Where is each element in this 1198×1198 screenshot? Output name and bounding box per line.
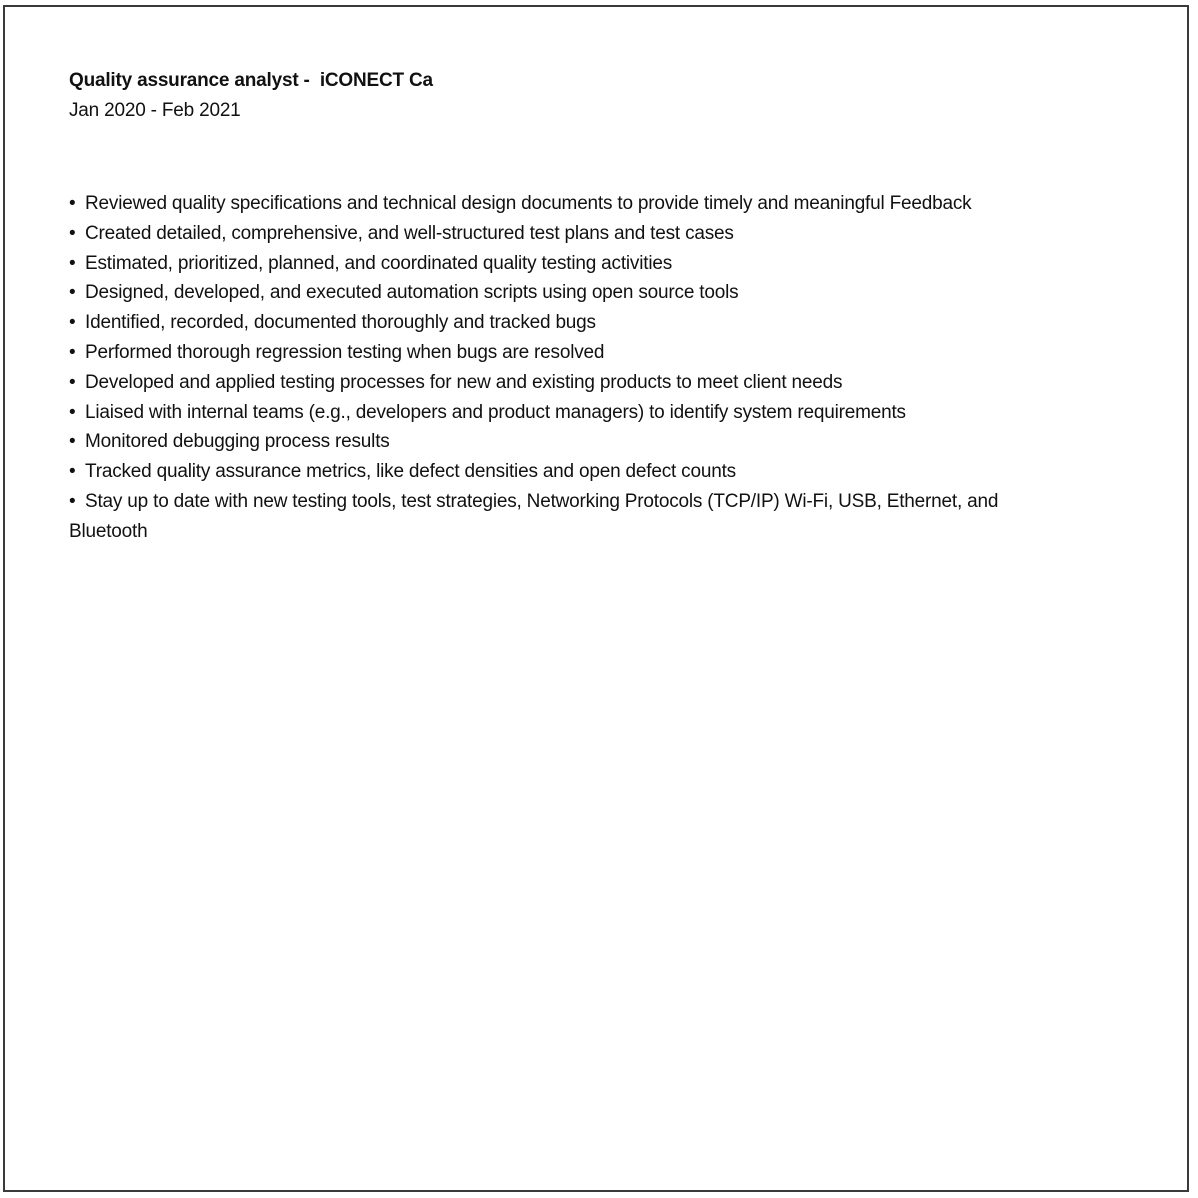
list-item-text: Developed and applied testing processes for new and existing products to meet client needs [85, 371, 843, 393]
bullet-icon: • [69, 431, 76, 453]
list-item-text: Tracked quality assurance metrics, like defect densities and open defect counts [85, 461, 736, 483]
list-item [69, 457, 1079, 487]
bullet-icon: • [69, 222, 76, 244]
list-item-text: Performed thorough regression testing when bugs are resolved [85, 341, 605, 363]
list-item [69, 338, 1079, 368]
list-item [69, 308, 1079, 338]
document-page [3, 5, 1189, 1192]
job-entry [69, 69, 1079, 547]
list-item [69, 398, 1079, 428]
job-dates: Jan 2020 - Feb 2021 [69, 100, 241, 121]
bullet-icon: • [69, 282, 76, 304]
bullet-icon: • [69, 490, 76, 512]
list-item-text: Created detailed, comprehensive, and well-structured test plans and test cases [85, 222, 734, 244]
list-item-text: Stay up to date with new testing tools, test strategies, Networking Protocols (TCP/IP) Wi-Fi, USB, Ethernet, and Bluetooth [69, 490, 999, 542]
list-item [69, 368, 1079, 398]
bullet-icon: • [69, 193, 76, 214]
bullet-icon: • [69, 341, 76, 363]
company-name: iCONECT Ca [319, 70, 433, 91]
bullet-icon: • [69, 461, 76, 483]
bullet-icon: • [69, 312, 76, 334]
job-heading [69, 69, 1079, 93]
list-item-text: Estimated, prioritized, planned, and coordinated quality testing activities [85, 252, 673, 274]
job-title-separator: - [298, 70, 320, 91]
job-title: Quality assurance analyst [69, 70, 299, 91]
bullet-icon: • [69, 401, 76, 423]
list-item [69, 189, 1079, 219]
list-item-text: Liaised with internal teams (e.g., developers and product managers) to identify system requirements [85, 401, 906, 423]
list-item-text: Monitored debugging process results [85, 431, 390, 453]
bullet-icon: • [69, 371, 76, 393]
bullet-icon: • [69, 252, 76, 274]
list-item [69, 487, 1079, 547]
list-item [69, 219, 1079, 249]
list-item [69, 427, 1079, 457]
list-item-text: Designed, developed, and executed automation scripts using open source tools [85, 282, 739, 304]
list-item [69, 278, 1079, 308]
list-item [69, 249, 1079, 279]
list-item-text: Reviewed quality specifications and technical design documents to provide timely and meaningful Feedback [85, 193, 972, 214]
responsibilities-list [69, 189, 1079, 547]
list-item-text: Identified, recorded, documented thoroughly and tracked bugs [85, 312, 596, 334]
